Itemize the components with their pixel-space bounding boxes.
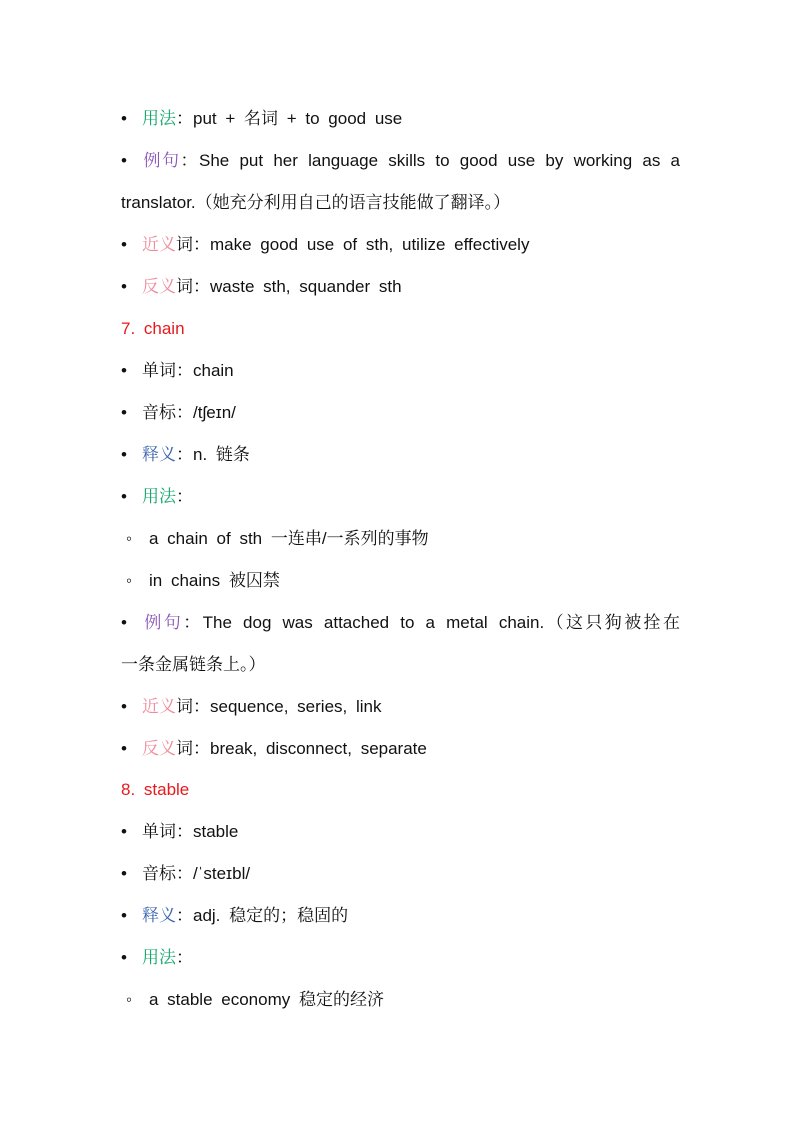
usage-text: put + 名词 + to good use [193, 109, 403, 128]
section-heading: 7. chain [121, 319, 185, 338]
bullet: • [121, 151, 127, 170]
antonym-label: 反义 [142, 277, 176, 296]
phonetic-line: • 音标：/ˈsteɪbl/ [121, 862, 680, 886]
example-continuation: translator.（她充分利用自己的语言技能做了翻译。） [121, 193, 511, 212]
bullet: • [121, 697, 127, 716]
synonym-line: • 近义词：make good use of sth, utilize effectively [121, 233, 680, 257]
phonetic-label: 音标 [142, 864, 176, 883]
antonym-text: waste sth, squander sth [210, 277, 402, 296]
usage-label: 用法 [142, 487, 176, 506]
phonetic-line: • 音标：/tʃeɪn/ [121, 401, 680, 425]
bullet: • [121, 361, 127, 380]
antonym-line: • 反义词：waste sth, squander sth [121, 275, 680, 299]
word-line: • 单词：chain [121, 359, 680, 383]
synonym-label: 近义 [142, 697, 176, 716]
example-label: 例句 [142, 151, 181, 170]
meaning-line: • 释义：adj. 稳定的；稳固的 [121, 904, 680, 928]
synonym-label: 近义 [142, 235, 176, 254]
bullet: • [121, 403, 127, 422]
example-text: The dog was attached to a metal chain.（这只狗被拴在 [202, 613, 680, 632]
bullet: • [121, 948, 127, 967]
usage-line: • 用法： [121, 485, 680, 509]
sub-bullet: ◦ [126, 571, 133, 590]
bullet: • [121, 487, 127, 506]
synonym-text: make good use of sth, utilize effectively [210, 235, 530, 254]
section-heading: 8. stable [121, 780, 190, 799]
word-label: 单词 [142, 822, 176, 841]
antonym-text: break, disconnect, separate [210, 739, 427, 758]
bullet: • [121, 739, 127, 758]
bullet: • [121, 822, 127, 841]
usage-item [126, 569, 680, 593]
bullet: • [121, 613, 127, 632]
word-text: chain [193, 361, 234, 380]
usage-item [126, 527, 680, 551]
example-label: 例句 [142, 613, 184, 632]
usage-line: • 用法： [121, 946, 680, 970]
word-text: stable [193, 822, 239, 841]
usage-line: • 用法：put + 名词 + to good use [121, 107, 680, 131]
antonym-line: • 反义词：break, disconnect, separate [121, 737, 680, 761]
phonetic-label: 音标 [142, 403, 176, 422]
sub-bullet: ◦ [126, 529, 133, 548]
meaning-label: 释义 [142, 445, 176, 464]
phonetic-text: /ˈsteɪbl/ [193, 864, 251, 883]
meaning-text: n. 链条 [193, 445, 250, 464]
usage-label: 用法 [142, 109, 176, 128]
bullet: • [121, 277, 127, 296]
meaning-line: • 释义：n. 链条 [121, 443, 680, 467]
meaning-text: adj. 稳定的；稳固的 [193, 906, 349, 925]
bullet: • [121, 864, 127, 883]
example-line: • 例句：The dog was attached to a metal chain.（这只狗被拴在 [121, 611, 680, 635]
bullet: • [121, 109, 127, 128]
word-label: 单词 [142, 361, 176, 380]
sub-bullet: ◦ [126, 990, 133, 1009]
usage-item-text: a stable economy 稳定的经济 [149, 990, 384, 1009]
synonym-line: • 近义词：sequence, series, link [121, 695, 680, 719]
usage-item-text: in chains 被囚禁 [149, 571, 280, 590]
meaning-label: 释义 [142, 906, 176, 925]
usage-item-text: a chain of sth 一连串/一系列的事物 [149, 529, 429, 548]
word-line: • 单词：stable [121, 820, 680, 844]
example-continuation: 一条金属链条上。） [121, 655, 266, 674]
example-text: She put her language skills to good use by working as a [199, 151, 681, 170]
bullet: • [121, 906, 127, 925]
example-line: • 例句：She put her language skills to good use by working as a [121, 149, 680, 173]
synonym-text: sequence, series, link [210, 697, 382, 716]
antonym-label: 反义 [142, 739, 176, 758]
bullet: • [121, 445, 127, 464]
bullet: • [121, 235, 127, 254]
usage-label: 用法 [142, 948, 176, 967]
phonetic-text: /tʃeɪn/ [193, 403, 236, 422]
usage-item [126, 988, 680, 1012]
